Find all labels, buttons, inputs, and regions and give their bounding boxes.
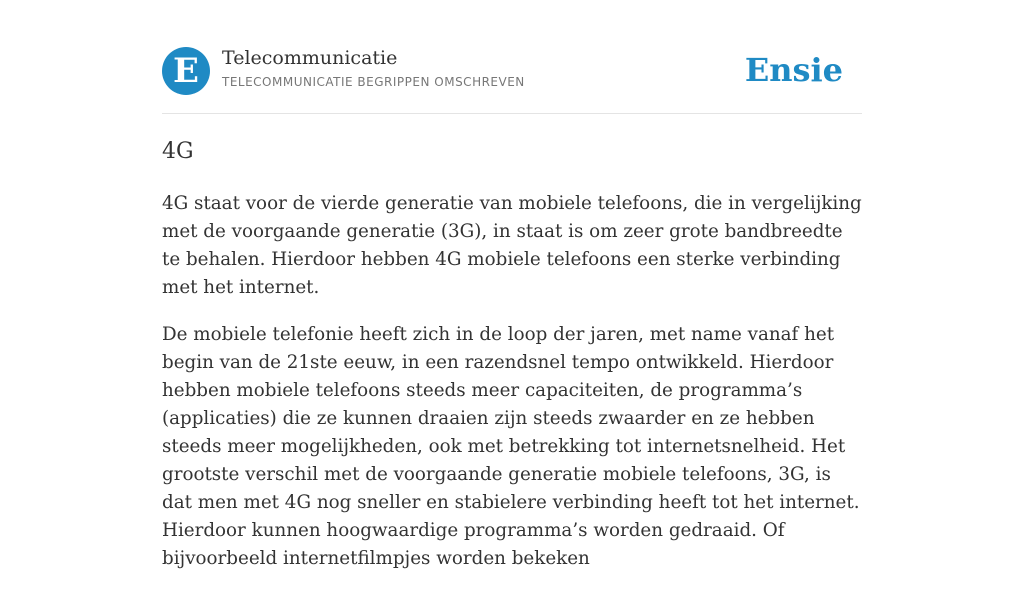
brand-logo[interactable]: Ensie <box>744 51 843 89</box>
paragraph: De mobiele telefonie heeft zich in de loop der jaren, met name vanaf het begin van de 21ste eeuw, in een razendsnel tempo ontwikkeld. Hierdoor hebben mobiele telefoons steeds meer capaciteiten, de programma’s (applicaties) die ze kunnen draaien zijn steeds zwaarder en ze hebben steeds meer mogelijkheden, ook met betrekking tot internetsnelheid. Het grootste verschil met de voorgaande generatie mobiele telefoons, 3G, is dat men met 4G nog sneller en stabielere verbinding heeft tot het internet. Hierdoor kunnen hoogwaardige programma’s worden gedraaid. Of bijvoorbeeld internetfilmpjes worden bekeken <box>162 324 860 569</box>
header-divider <box>162 113 862 114</box>
site-header <box>162 46 862 96</box>
paragraph: 4G staat voor de vierde generatie van mobiele telefoons, die in vergelijking met de voorgaande generatie (3G), in staat is om zeer grote bandbreedte te behalen. Hierdoor hebben 4G mobiele telefoons een sterke verbinding met het internet. <box>162 193 862 298</box>
site-title[interactable]: Telecommunicatie <box>222 47 398 69</box>
term-title: 4G <box>162 139 194 164</box>
article-body <box>162 190 862 592</box>
site-logo[interactable]: E <box>162 47 210 95</box>
page <box>162 0 862 569</box>
site-subtitle: TELECOMMUNICATIE BEGRIPPEN OMSCHREVEN <box>222 75 525 89</box>
